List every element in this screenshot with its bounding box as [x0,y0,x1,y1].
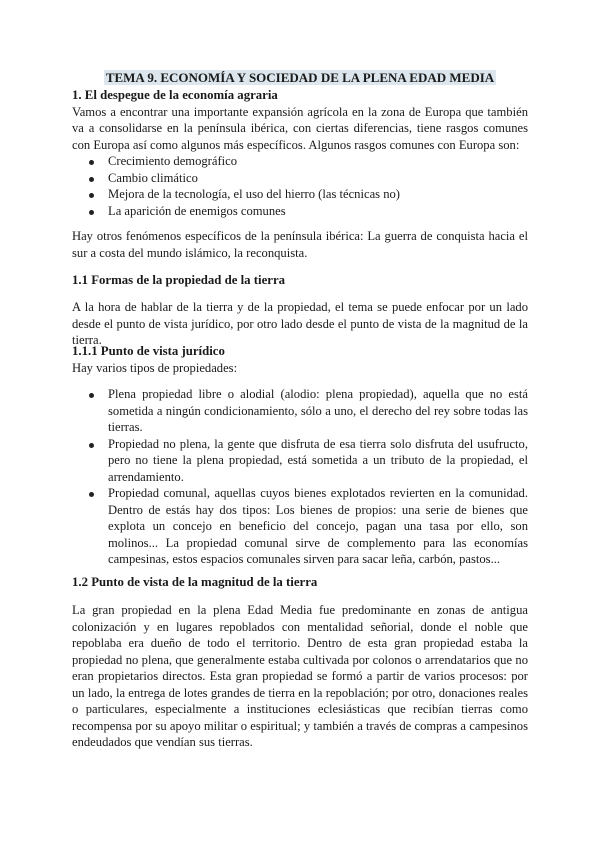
paragraph: A la hora de hablar de la tierra y de la propiedad, el tema se puede enfocar por un lado desde el punto de vista jurídico, por otro lado desde el punto de vista de la magnitud de la tierra. [72,300,528,347]
section-heading: 1.2 Punto de vista de la magnitud de la tierra [72,575,318,589]
list-item: La aparición de enemigos comunes [108,203,528,220]
list-item: Propiedad comunal, aquellas cuyos bienes explotados revierten en la comunidad. Dentro de estás hay dos tipos: Los bienes de propios: una serie de bienes que explota un concejo en beneficio del concejo, pagan una tasa por ello, son molinos... La propiedad comunal sirve de complemento para las economías campesinas, estos espacios comunales sirven para sacar leña, carbón, pastos... [108,486,528,566]
paragraph: La gran propiedad en la plena Edad Media fue predominante en zonas de antigua colonización y en lugares repoblados con mentalidad señorial, donde el noble que repoblaba era dueño de todo el territorio. Dentro de esta gran propiedad estaba la propiedad no plena, que generalmente estaba cultivada por colonos o arrendatarios que no eran propietarios directos. Esta gran propiedad se formó a partir de varios procesos: por un lado, la entrega de lotes grandes de tierra en la repoblación; por otro, donaciones reales o particulares, especialmente a instituciones eclesiásticas que recibían tierras como recompensa por su apoyo militar o espiritual; y también a través de compras a campesinos endeudados que vendían sus tierras. [72,603,528,749]
paragraph: Hay varios tipos de propiedades: [72,360,238,375]
paragraph: Vamos a encontrar una importante expansión agrícola en la zona de Europa que también va a consolidarse en la península ibérica, con ciertas diferencias, tiene rasgos comunes con Europa así como algunos más específicos. Algunos rasgos comunes con Europa son: [72,104,528,152]
section-heading: 1. El despegue de la economía agraria [72,88,278,102]
document-title: TEMA 9. ECONOMÍA Y SOCIEDAD DE LA PLENA EDAD MEDIA [105,70,495,85]
paragraph: Hay otros fenómenos específicos de la península ibérica: La guerra de conquista hacia el sur a costa del mundo islámico, la reconquista. [72,229,528,260]
list-item: Crecimiento demográfico [108,153,528,170]
list-item: Propiedad no plena, la gente que disfruta de esa tierra solo disfruta del usufructo, pero no tiene la plena propiedad, está sometida a un tributo de la propiedad, el arrendamiento. [108,436,528,484]
bullet-list [72,153,528,219]
section-heading: 1.1 Formas de la propiedad de la tierra [72,273,286,287]
section-heading: 1.1.1 Punto de vista jurídico [72,344,225,358]
section-1-1-1 [72,343,528,376]
bullet-list [72,386,528,568]
list-item: Cambio climático [108,170,528,187]
list-item: Mejora de la tecnología, el uso del hierro (las técnicas no) [108,186,528,203]
list-item: Plena propiedad libre o alodial (alodio: plena propiedad), aquella que no está sometida a ningún condicionamiento, sólo a uno, el derecho del rey sobre todas las tierras. [108,387,528,434]
section-1 [72,87,528,219]
